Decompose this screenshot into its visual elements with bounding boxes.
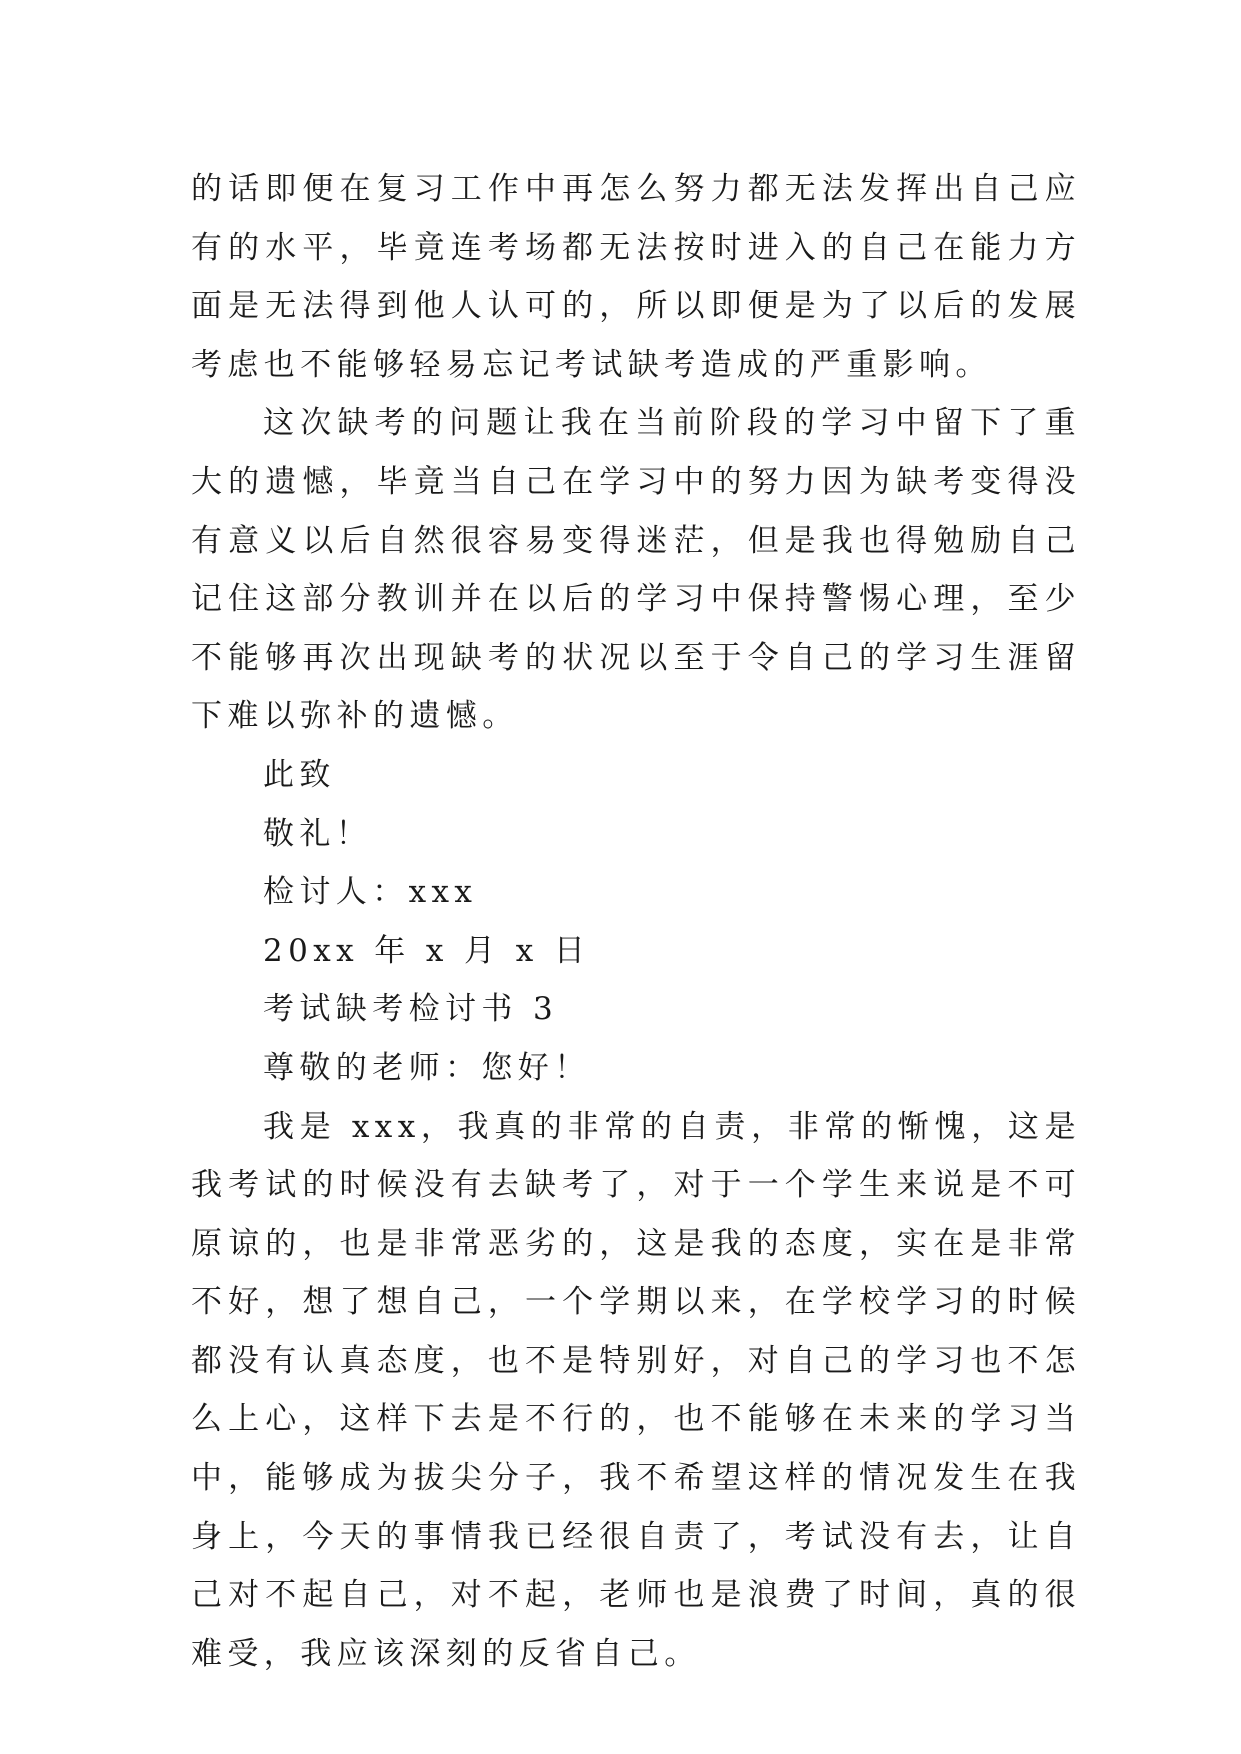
paragraph-regret: 这次缺考的问题让我在当前阶段的学习中留下了重大的遗憾，毕竟当自己在学习中的努力因为缺考变得没有意义以后自然很容易变得迷茫，但是我也得勉励自己记住这部分教训并在以后的学习中保持警惕心理，至少不能够再次出现缺考的状况以至于令自己的学习生涯留下难以弥补的遗憾。 (191, 405, 1081, 735)
closing-regards: 敬礼！ (263, 815, 373, 852)
signer-line: 检讨人：xxx (263, 874, 478, 911)
document-body (191, 160, 1081, 1683)
date-line: 20xx 年 x 月 x 日 (263, 932, 591, 969)
paragraph-continuation: 的话即便在复习工作中再怎么努力都无法发挥出自己应有的水平，毕竟连考场都无法按时进入的自己在能力方面是无法得到他人认可的，所以即便是为了以后的发展考虑也不能够轻易忘记考试缺考造成的严重影响。 (191, 171, 1081, 383)
paragraph-apology: 我是 xxx，我真的非常的自责，非常的惭愧，这是我考试的时候没有去缺考了，对于一个学生来说是不可原谅的，也是非常恶劣的，这是我的态度，实在是非常不好，想了想自己，一个学期以来，在学校学习的时候都没有认真态度，也不是特别好，对自己的学习也不怎么上心，这样下去是不行的，也不能够在未来的学习当中，能够成为拔尖分子，我不希望这样的情况发生在我身上，今天的事情我已经很自责了，考试没有去，让自己对不起自己，对不起，老师也是浪费了时间，真的很难受，我应该深刻的反省自己。 (191, 1108, 1081, 1672)
closing-salutation: 此致 (263, 756, 336, 793)
section-title: 考试缺考检讨书 3 (263, 991, 559, 1028)
greeting-line: 尊敬的老师：您好！ (263, 1049, 591, 1086)
